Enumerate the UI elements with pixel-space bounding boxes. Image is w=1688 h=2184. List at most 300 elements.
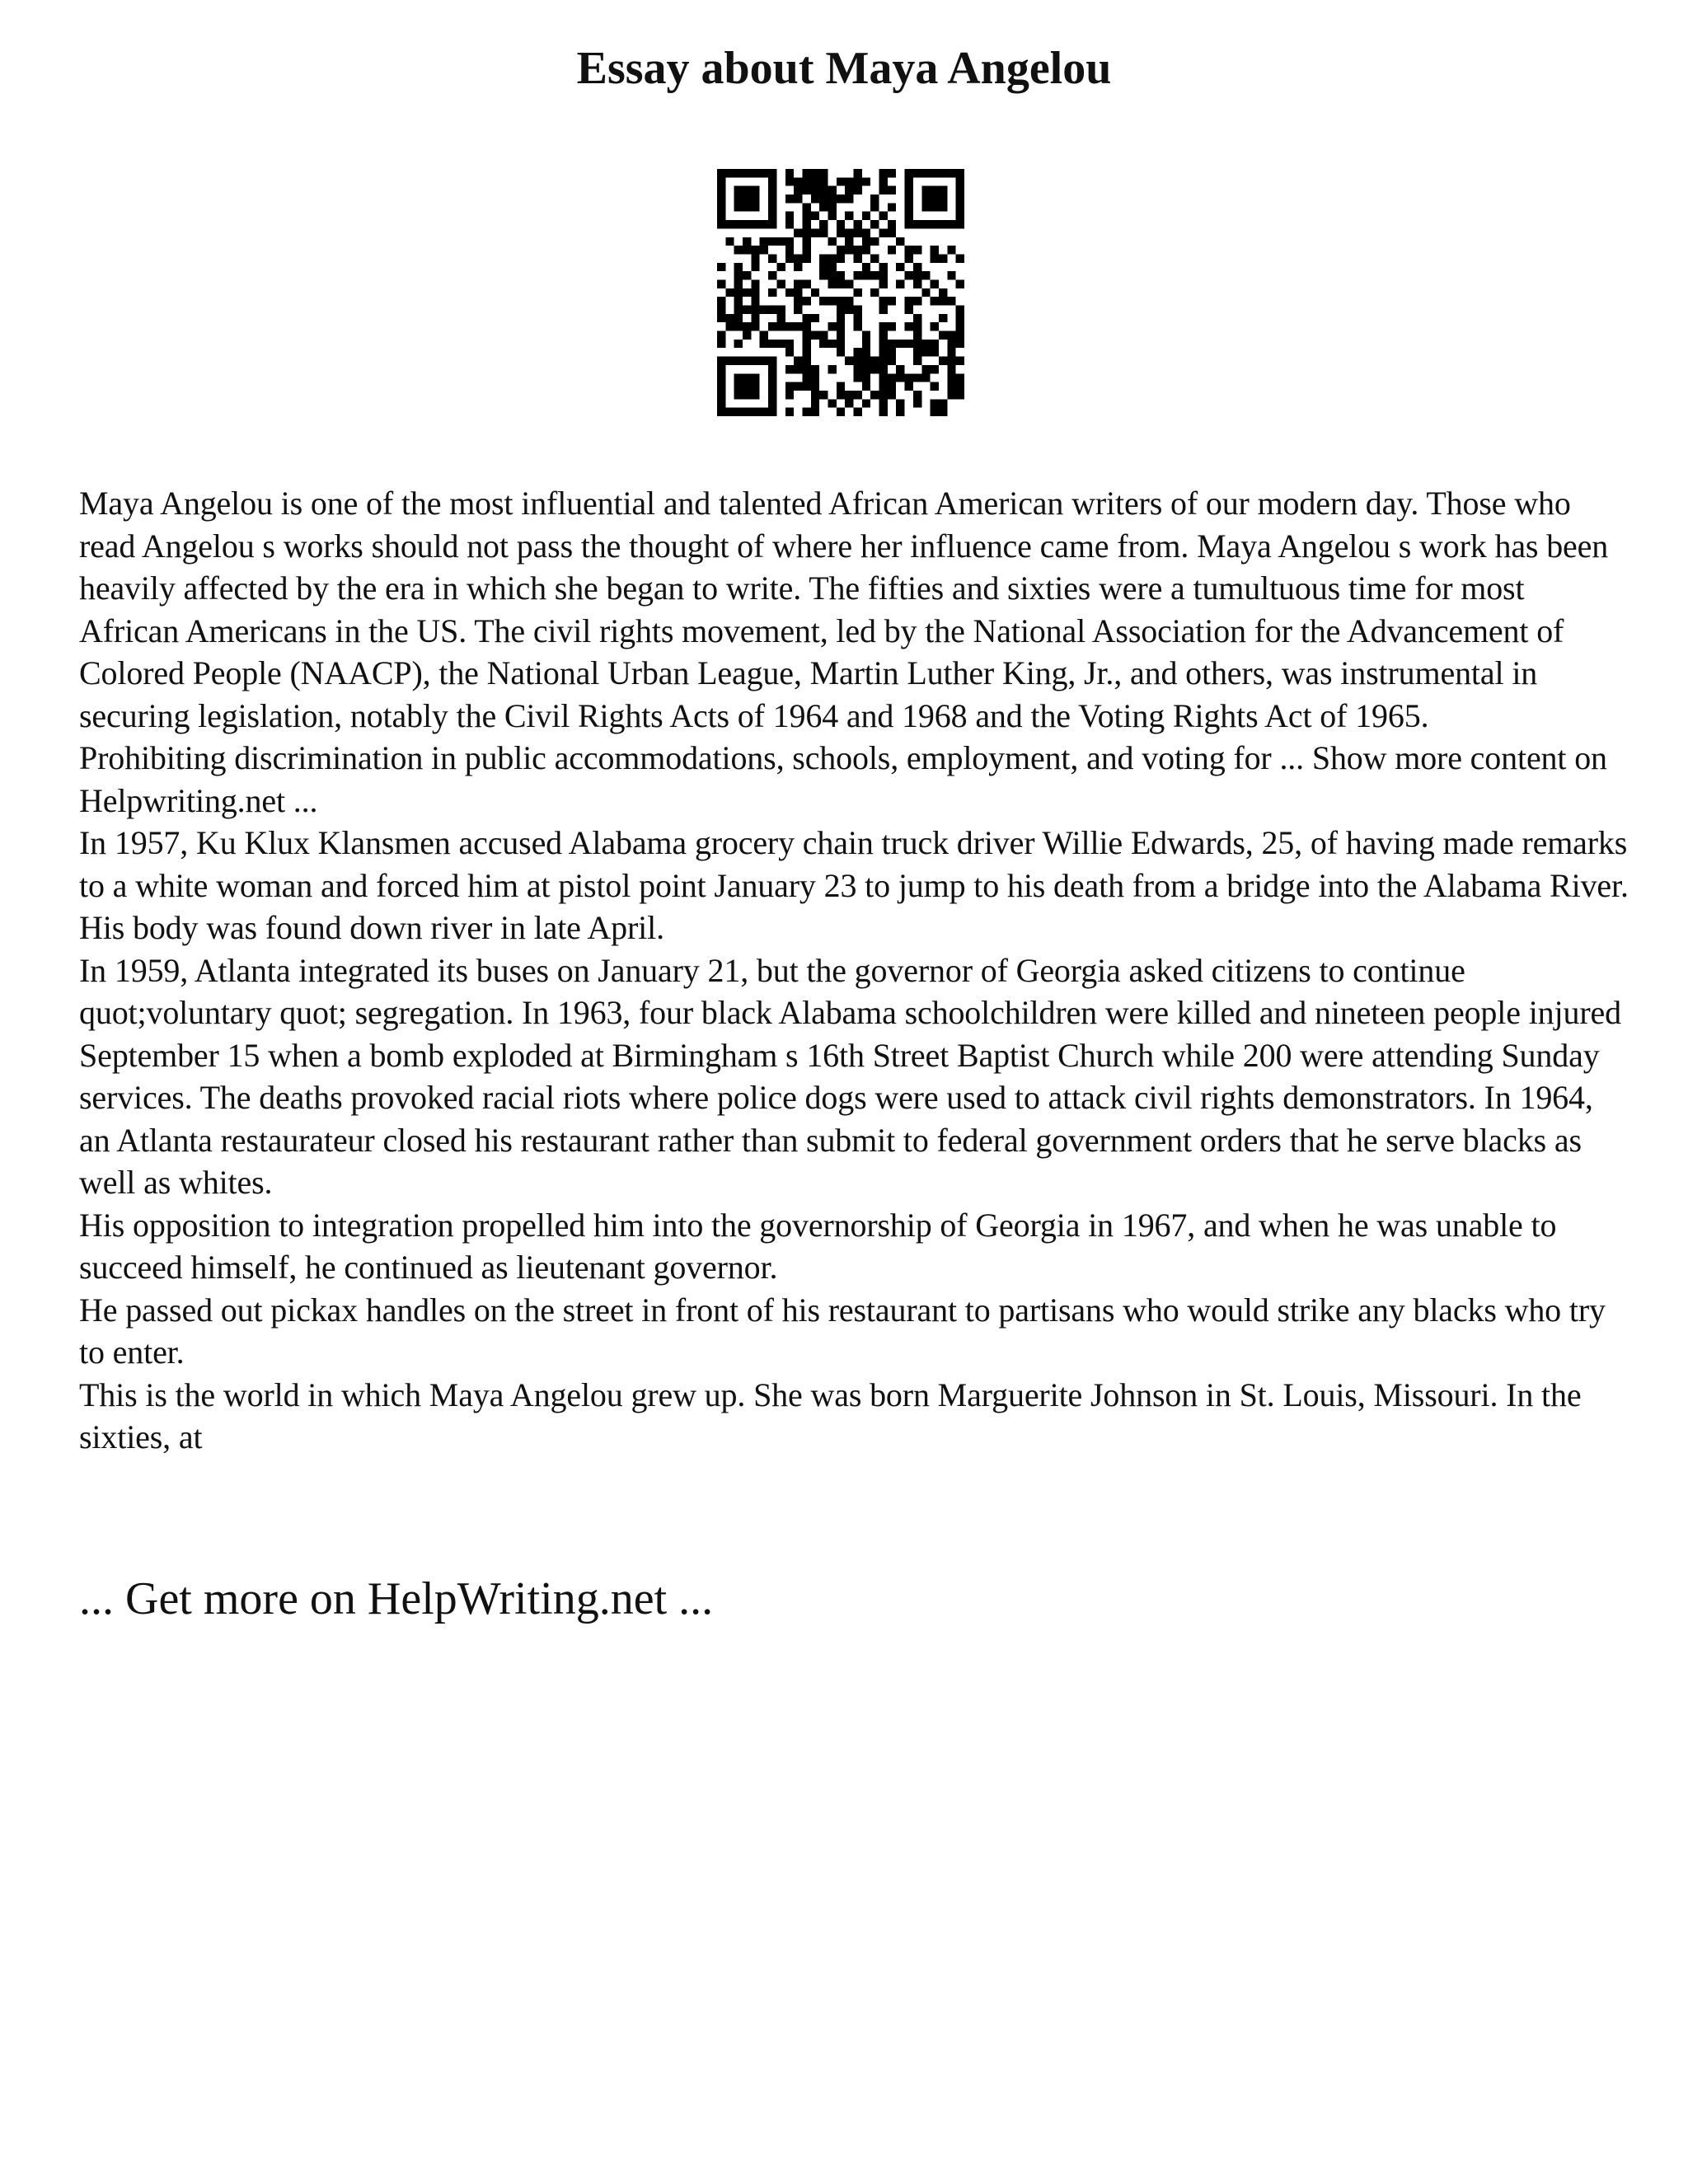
- paragraph-1959: In 1959, Atlanta integrated its buses on January 21, but the governor of Georgia asked citizens to continue quot;voluntary quot; segregation. In 1963, four black Alabama schoolchildren were killed and nineteen people injured September 15 when a bomb exploded at Birmingham s 16th Street Baptist Church while 200 were attending Sunday services. The deaths provoked racial riots where police dogs were used to attack civil rights demonstrators. In 1964, an Atlanta restaurateur closed his restaurant rather than submit to federal government orders that he serve blacks as well as whites.: [79, 951, 1621, 1201]
- qr-module: [854, 408, 862, 416]
- qr-module: [734, 306, 743, 314]
- qr-module: [913, 220, 921, 228]
- qr-module: [717, 373, 725, 382]
- qr-module: [734, 340, 743, 348]
- qr-module: [717, 186, 725, 194]
- qr-module: [845, 357, 853, 365]
- qr-module: [931, 186, 939, 194]
- qr-module: [913, 271, 921, 279]
- qr-module: [828, 194, 836, 203]
- qr-module: [743, 288, 751, 297]
- qr-module: [956, 391, 964, 399]
- qr-module: [828, 237, 836, 246]
- qr-module: [896, 399, 904, 407]
- qr-module: [854, 271, 862, 279]
- qr-module: [947, 297, 955, 305]
- qr-module: [725, 288, 734, 297]
- qr-module: [879, 365, 888, 373]
- qr-module: [854, 314, 862, 322]
- qr-module: [862, 228, 870, 237]
- qr-module: [760, 237, 768, 246]
- qr-module: [725, 322, 734, 330]
- qr-module: [913, 340, 921, 348]
- qr-module: [819, 263, 828, 271]
- qr-module: [888, 203, 896, 211]
- qr-module: [888, 322, 896, 330]
- qr-module: [828, 271, 836, 279]
- qr-module: [939, 220, 947, 228]
- qr-module: [837, 246, 845, 254]
- qr-module: [913, 169, 921, 177]
- qr-module: [760, 408, 768, 416]
- qr-module: [879, 391, 888, 399]
- qr-code-icon[interactable]: [717, 169, 964, 416]
- qr-module: [743, 246, 751, 254]
- qr-module: [879, 348, 888, 356]
- qr-module: [905, 246, 913, 254]
- qr-module: [879, 186, 888, 194]
- qr-module: [905, 203, 913, 211]
- qr-module: [785, 365, 794, 373]
- qr-module: [862, 331, 870, 340]
- qr-module: [760, 306, 768, 314]
- qr-module: [717, 297, 725, 305]
- qr-module: [828, 203, 836, 211]
- qr-module: [734, 203, 743, 211]
- qr-module: [837, 279, 845, 288]
- qr-module: [870, 254, 879, 262]
- qr-module: [819, 228, 828, 237]
- qr-module: [931, 348, 939, 356]
- qr-module: [717, 408, 725, 416]
- qr-module: [939, 194, 947, 203]
- qr-module: [905, 186, 913, 194]
- qr-module: [743, 220, 751, 228]
- qr-module: [734, 373, 743, 382]
- qr-module: [931, 399, 939, 407]
- qr-module: [854, 373, 862, 382]
- qr-module: [931, 322, 939, 330]
- qr-module: [854, 220, 862, 228]
- qr-module: [896, 365, 904, 373]
- qr-module: [828, 186, 836, 194]
- qr-module: [802, 348, 810, 356]
- qr-module: [862, 373, 870, 382]
- qr-module: [837, 391, 845, 399]
- qr-module: [845, 237, 853, 246]
- qr-module: [802, 297, 810, 305]
- paragraph-intro: Maya Angelou is one of the most influential and talented African American writers of our modern day. Those who read Angelou s works should not pass the thought of where her influence came from. Maya Angelou s work has been heavily affected by the era in which she began to write. The fifties and sixties were a tumultuous time for most African Americans in the US. The civil rights movement, led by the National Association for the Advancement of Colored People (NAACP), the National Urban League, Martin Luther King, Jr., and others, was instrumental in securing legislation, notably the Civil Rights Acts of 1964 and 1968 and the Voting Rights Act of 1965.: [79, 485, 1609, 734]
- qr-module: [921, 288, 930, 297]
- qr-module: [845, 399, 853, 407]
- qr-module: [734, 357, 743, 365]
- qr-module: [913, 246, 921, 254]
- qr-module: [896, 237, 904, 246]
- qr-module: [743, 186, 751, 194]
- qr-module: [862, 382, 870, 391]
- qr-module: [751, 246, 759, 254]
- qr-module: [768, 271, 776, 279]
- qr-module: [811, 212, 819, 220]
- qr-module: [794, 322, 802, 330]
- qr-module: [785, 254, 794, 262]
- qr-module: [931, 297, 939, 305]
- qr-module: [768, 177, 776, 185]
- paragraph-pickax: He passed out pickax handles on the street in front of his restaurant to partisans who would strike any blacks who try to enter.: [79, 1291, 1606, 1371]
- qr-module: [905, 177, 913, 185]
- qr-module: [734, 322, 743, 330]
- qr-module: [956, 220, 964, 228]
- qr-module: [828, 399, 836, 407]
- qr-module: [921, 271, 930, 279]
- qr-module: [776, 306, 785, 314]
- qr-module: [888, 340, 896, 348]
- qr-module: [734, 288, 743, 297]
- qr-module: [939, 399, 947, 407]
- qr-module: [734, 408, 743, 416]
- qr-module: [956, 186, 964, 194]
- qr-module: [785, 382, 794, 391]
- qr-module: [811, 331, 819, 340]
- qr-module: [862, 212, 870, 220]
- qr-module: [888, 382, 896, 391]
- qr-module: [819, 340, 828, 348]
- paragraph-prohibiting: Prohibiting discrimination in public accommodations, schools, employment, and voting for ... Show more content on Helpwriting.net ...: [79, 739, 1607, 819]
- qr-module: [837, 408, 845, 416]
- qr-module: [947, 169, 955, 177]
- qr-module: [717, 279, 725, 288]
- qr-module: [743, 373, 751, 382]
- qr-module: [811, 391, 819, 399]
- qr-module: [905, 254, 913, 262]
- qr-module: [717, 212, 725, 220]
- qr-module: [802, 373, 810, 382]
- qr-module: [734, 169, 743, 177]
- qr-module: [802, 254, 810, 262]
- qr-module: [854, 288, 862, 297]
- qr-module: [776, 263, 785, 271]
- qr-module: [717, 357, 725, 365]
- qr-module: [888, 357, 896, 365]
- qr-module: [794, 263, 802, 271]
- qr-module: [896, 340, 904, 348]
- qr-module: [802, 408, 810, 416]
- qr-module: [794, 382, 802, 391]
- qr-module: [837, 382, 845, 391]
- qr-module: [862, 340, 870, 348]
- qr-module: [845, 279, 853, 288]
- qr-module: [819, 254, 828, 262]
- qr-module: [760, 331, 768, 340]
- qr-module: [939, 186, 947, 194]
- qr-module: [947, 365, 955, 373]
- qr-module: [811, 314, 819, 322]
- essay-body: [79, 482, 1629, 1459]
- qr-module: [854, 246, 862, 254]
- qr-module: [785, 288, 794, 297]
- qr-module: [802, 212, 810, 220]
- qr-module: [725, 408, 734, 416]
- qr-module: [743, 357, 751, 365]
- qr-module: [794, 365, 802, 373]
- qr-module: [921, 340, 930, 348]
- qr-module: [854, 365, 862, 373]
- qr-module: [768, 212, 776, 220]
- qr-module: [947, 246, 955, 254]
- qr-module: [828, 212, 836, 220]
- qr-module: [802, 228, 810, 237]
- qr-module: [888, 220, 896, 228]
- qr-module: [956, 306, 964, 314]
- qr-module: [794, 288, 802, 297]
- qr-module: [802, 322, 810, 330]
- qr-module: [802, 169, 810, 177]
- qr-module: [802, 365, 810, 373]
- qr-module: [785, 408, 794, 416]
- qr-module: [717, 177, 725, 185]
- qr-module: [794, 186, 802, 194]
- qr-module: [956, 212, 964, 220]
- qr-module: [896, 279, 904, 288]
- qr-module: [785, 212, 794, 220]
- qr-module: [879, 399, 888, 407]
- qr-module: [717, 194, 725, 203]
- qr-module: [785, 177, 794, 185]
- qr-module: [734, 246, 743, 254]
- qr-module: [717, 399, 725, 407]
- qr-module: [717, 314, 725, 322]
- qr-module: [751, 288, 759, 297]
- qr-module: [811, 373, 819, 382]
- qr-module: [743, 194, 751, 203]
- qr-module: [870, 391, 879, 399]
- qr-module: [913, 348, 921, 356]
- qr-module: [888, 228, 896, 237]
- qr-module: [939, 169, 947, 177]
- qr-module: [888, 348, 896, 356]
- qr-module: [896, 408, 904, 416]
- get-more-link[interactable]: ... Get more on HelpWriting.net ...: [79, 1573, 714, 1624]
- qr-module: [802, 220, 810, 228]
- qr-module: [931, 365, 939, 373]
- qr-module: [760, 246, 768, 254]
- qr-module: [837, 314, 845, 322]
- qr-module: [862, 177, 870, 185]
- qr-module: [896, 373, 904, 382]
- qr-module: [751, 203, 759, 211]
- qr-module: [768, 399, 776, 407]
- qr-module: [717, 306, 725, 314]
- qr-module: [828, 254, 836, 262]
- qr-module: [837, 194, 845, 203]
- qr-module: [947, 382, 955, 391]
- qr-module: [819, 331, 828, 340]
- qr-module: [845, 297, 853, 305]
- qr-module: [725, 314, 734, 322]
- qr-module: [751, 306, 759, 314]
- qr-module: [888, 373, 896, 382]
- qr-module: [751, 220, 759, 228]
- qr-module: [717, 391, 725, 399]
- qr-module: [837, 254, 845, 262]
- qr-module: [751, 391, 759, 399]
- qr-module: [734, 391, 743, 399]
- qr-module: [751, 186, 759, 194]
- qr-module: [921, 194, 930, 203]
- qr-module: [768, 322, 776, 330]
- qr-module: [751, 169, 759, 177]
- qr-module: [913, 314, 921, 322]
- qr-module: [921, 365, 930, 373]
- qr-module: [939, 288, 947, 297]
- qr-module: [760, 357, 768, 365]
- qr-module: [828, 322, 836, 330]
- qr-module: [854, 348, 862, 356]
- qr-module: [947, 271, 955, 279]
- qr-module: [845, 391, 853, 399]
- qr-module: [905, 169, 913, 177]
- qr-module: [931, 220, 939, 228]
- qr-module: [956, 357, 964, 365]
- qr-module: [811, 228, 819, 237]
- qr-module: [785, 237, 794, 246]
- qr-module: [854, 254, 862, 262]
- qr-module: [802, 246, 810, 254]
- qr-module: [734, 186, 743, 194]
- qr-module: [743, 408, 751, 416]
- qr-module: [768, 391, 776, 399]
- qr-module: [768, 254, 776, 262]
- qr-module: [802, 279, 810, 288]
- qr-module: [947, 357, 955, 365]
- qr-module: [913, 263, 921, 271]
- qr-module: [905, 271, 913, 279]
- qr-module: [768, 340, 776, 348]
- qr-module: [947, 348, 955, 356]
- qr-module: [879, 169, 888, 177]
- qr-module: [743, 237, 751, 246]
- qr-module: [819, 297, 828, 305]
- qr-module: [905, 373, 913, 382]
- qr-module: [725, 220, 734, 228]
- qr-module: [768, 220, 776, 228]
- qr-module: [768, 408, 776, 416]
- qr-module: [751, 357, 759, 365]
- qr-module: [751, 254, 759, 262]
- qr-module: [802, 177, 810, 185]
- qr-module: [837, 271, 845, 279]
- qr-module: [768, 357, 776, 365]
- qr-module: [751, 297, 759, 305]
- qr-module: [854, 391, 862, 399]
- qr-module: [879, 271, 888, 279]
- qr-module: [879, 357, 888, 365]
- qr-module: [947, 373, 955, 382]
- qr-module: [854, 228, 862, 237]
- qr-module: [760, 220, 768, 228]
- qr-module: [760, 340, 768, 348]
- qr-module: [776, 279, 785, 288]
- qr-module: [802, 314, 810, 322]
- qr-module: [768, 288, 776, 297]
- qr-module: [913, 322, 921, 330]
- qr-module: [785, 340, 794, 348]
- qr-module: [785, 348, 794, 356]
- qr-module: [776, 340, 785, 348]
- qr-module: [828, 340, 836, 348]
- qr-module: [870, 203, 879, 211]
- qr-module: [768, 186, 776, 194]
- qr-module: [854, 186, 862, 194]
- qr-module: [794, 177, 802, 185]
- qr-module: [879, 212, 888, 220]
- qr-module: [768, 382, 776, 391]
- qr-module: [785, 194, 794, 203]
- qr-module: [931, 382, 939, 391]
- qr-module: [751, 408, 759, 416]
- qr-module: [913, 331, 921, 340]
- qr-module: [956, 194, 964, 203]
- qr-module: [931, 169, 939, 177]
- qr-module: [794, 357, 802, 365]
- qr-module: [717, 203, 725, 211]
- qr-module: [862, 237, 870, 246]
- qr-module: [956, 322, 964, 330]
- qr-module: [794, 279, 802, 288]
- qr-module: [879, 279, 888, 288]
- qr-module: [725, 169, 734, 177]
- qr-module: [879, 228, 888, 237]
- qr-module: [819, 177, 828, 185]
- qr-module: [734, 382, 743, 391]
- qr-module: [717, 263, 725, 271]
- qr-module: [802, 382, 810, 391]
- qr-module: [939, 357, 947, 365]
- qr-module: [785, 322, 794, 330]
- qr-module: [802, 186, 810, 194]
- qr-module: [768, 169, 776, 177]
- qr-module: [837, 297, 845, 305]
- qr-module: [913, 357, 921, 365]
- qr-module: [947, 331, 955, 340]
- qr-module: [888, 297, 896, 305]
- qr-module: [921, 203, 930, 211]
- qr-module: [837, 340, 845, 348]
- qr-module: [879, 306, 888, 314]
- qr-module: [879, 331, 888, 340]
- paragraph-world: This is the world in which Maya Angelou grew up. She was born Marguerite Johnson in St. Louis, Missouri. In the sixties, at: [79, 1376, 1582, 1455]
- qr-module: [931, 194, 939, 203]
- qr-module: [913, 399, 921, 407]
- qr-module: [743, 391, 751, 399]
- qr-module: [931, 340, 939, 348]
- qr-module: [837, 322, 845, 330]
- qr-module: [879, 263, 888, 271]
- qr-module: [734, 271, 743, 279]
- qr-module: [751, 263, 759, 271]
- qr-module: [828, 297, 836, 305]
- qr-module: [785, 169, 794, 177]
- qr-module: [931, 408, 939, 416]
- qr-module: [837, 306, 845, 314]
- qr-module: [905, 382, 913, 391]
- qr-module: [751, 194, 759, 203]
- qr-module: [862, 263, 870, 271]
- qr-module: [939, 203, 947, 211]
- qr-module: [862, 246, 870, 254]
- qr-module: [776, 237, 785, 246]
- qr-module: [931, 279, 939, 288]
